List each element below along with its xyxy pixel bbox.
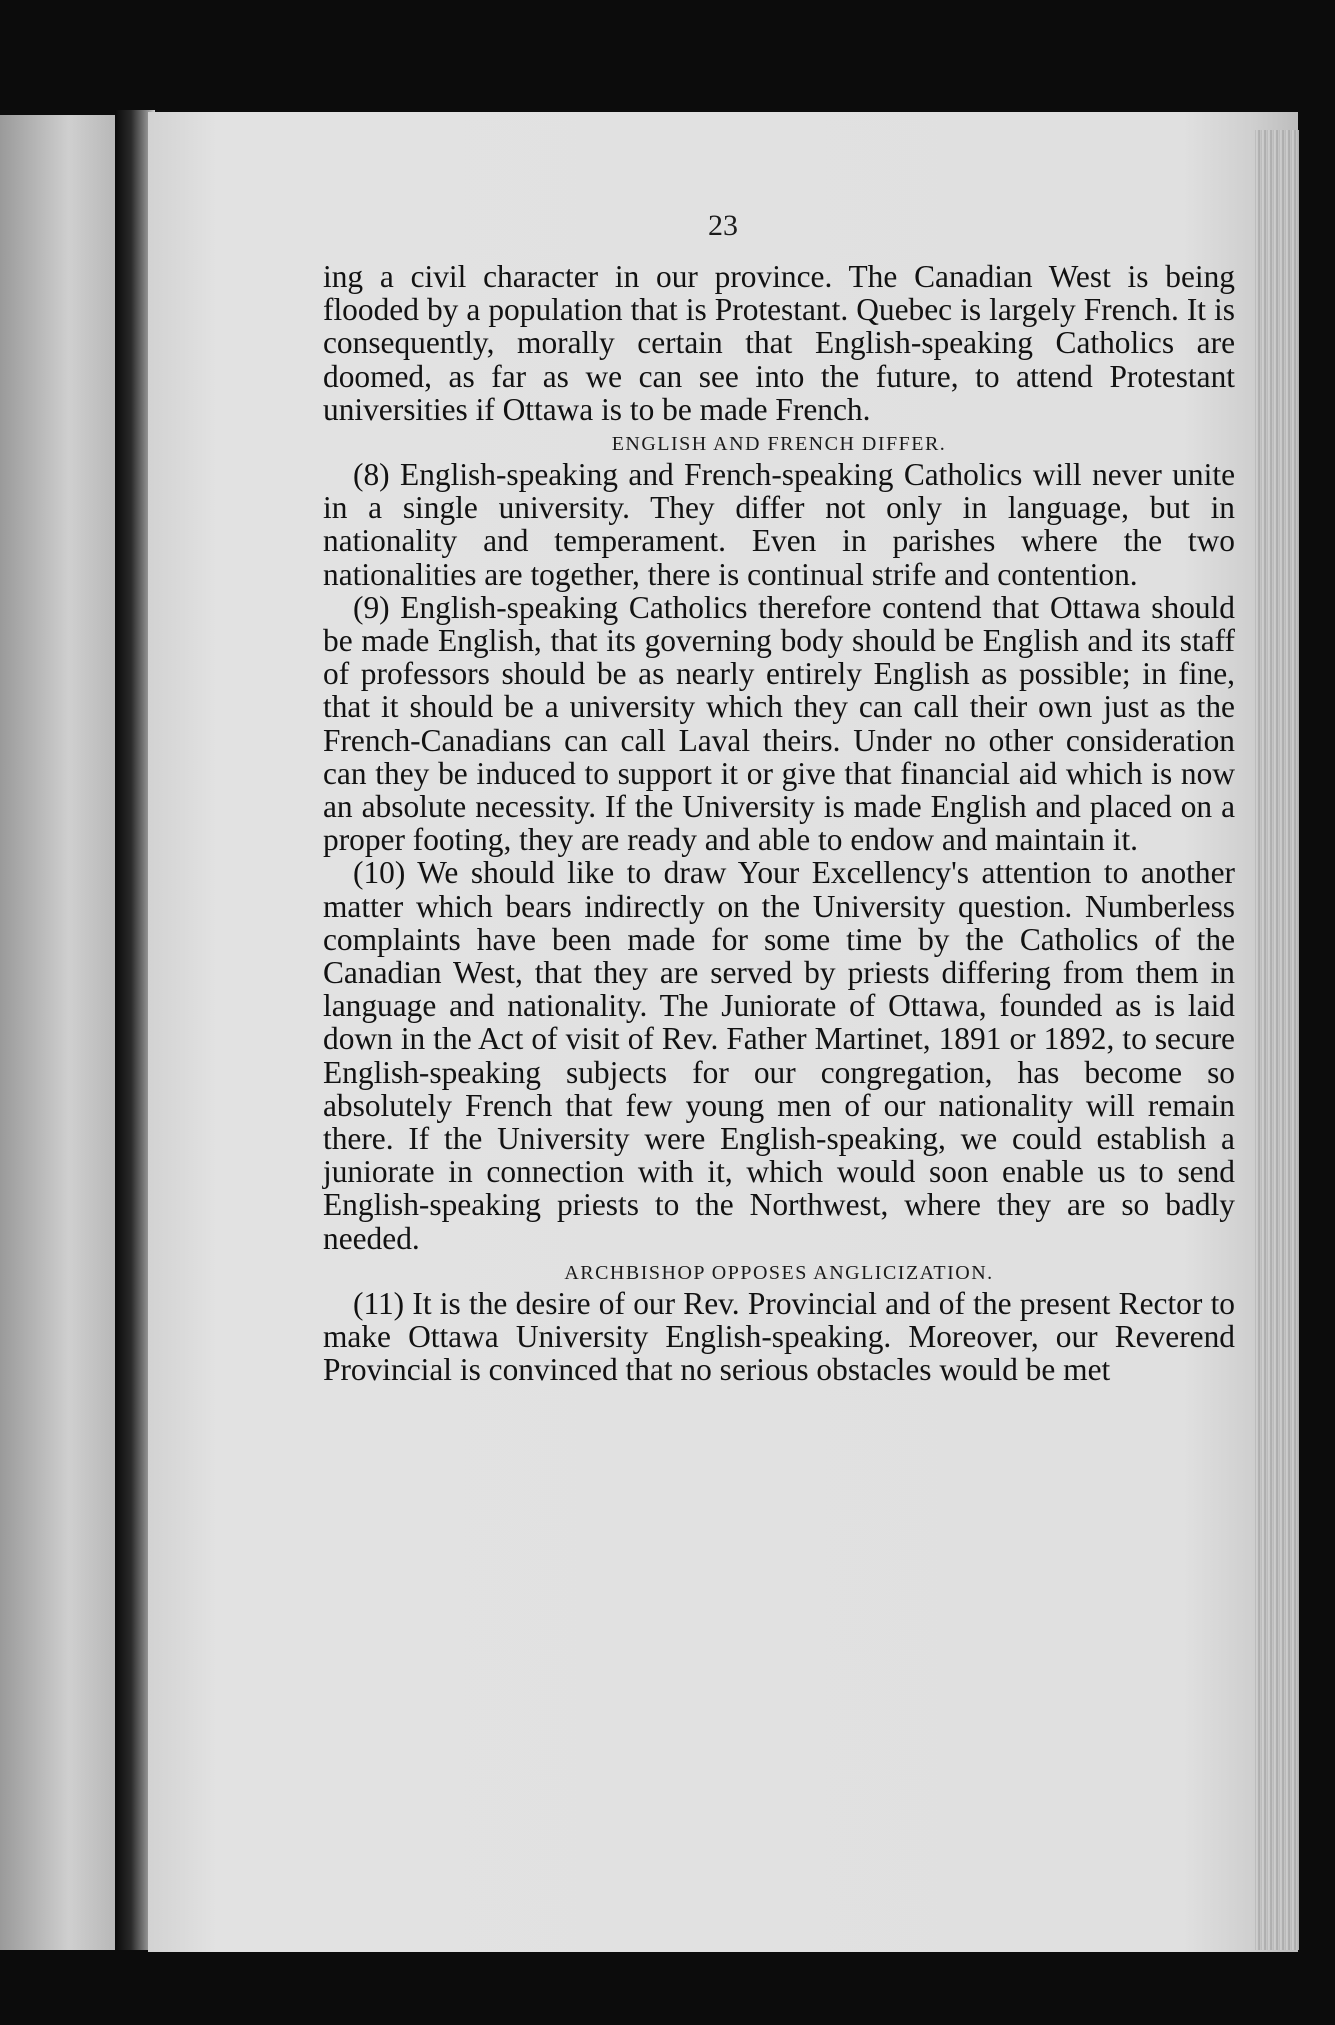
paragraph-9: (9) English-speaking Catholics therefore contend that Ottawa should be made English, that its governing body should be English and its staff of professors should be as nearly entirely English as possible; in fine, that it should be a university which they can call their own just as the French-Canadians can call Laval theirs. Under no other consideration can they be induced to support it or give that financial aid which is now an absolute necessity. If the University is made English and placed on a proper footing, they are ready and able to endow and maintain it.: [323, 589, 1235, 858]
facing-page-edge: [0, 115, 115, 1950]
section-heading-english-french: ENGLISH AND FRENCH DIFFER.: [611, 433, 947, 456]
section-heading-archbishop: ARCHBISHOP OPPOSES ANGLICIZATION.: [564, 1261, 994, 1284]
book-page: [148, 112, 1298, 1952]
paragraph-11: (11) It is the desire of our Rev. Provincial and of the present Rector to make Ottawa University English-speaking. Moreover, our Reverend Provincial is convinced that no serious obstacles would be met: [323, 1285, 1235, 1388]
page-number: 23: [708, 209, 738, 242]
body-text: [323, 260, 1235, 1387]
paragraph-1: ing a civil character in our province. The Canadian West is being flooded by a population that is Protestant. Quebec is largely French. It is consequently, morally certain that English-speaking Catholics are doomed, as far as we can see into the future, to attend Protestant universities if Ottawa is to be made French.: [323, 259, 1235, 427]
paragraph-10: (10) We should like to draw Your Excellency's attention to another matter which bears indirectly on the University question. Numberless complaints have been made for some time by the Catholics of the Canadian West, that they are served by priests differing from them in language and nationality. The Juniorate of Ottawa, founded as is laid down in the Act of visit of Rev. Father Martinet, 1891 or 1892, to secure English-speaking subjects for our congregation, has become so absolutely French that few young men of our nationality will remain there. If the University were English-speaking, we could establish a juniorate in connection with it, which would soon enable us to send English-speaking priests to the Northwest, where they are so badly needed.: [323, 855, 1235, 1256]
page-fore-edge: [1255, 130, 1299, 1950]
paragraph-8: (8) English-speaking and French-speaking Catholics will never unite in a single university. They differ not only in language, but in nationality and temperament. Even in parishes where the two nationalities are together, there is continual strife and contention.: [323, 457, 1235, 592]
